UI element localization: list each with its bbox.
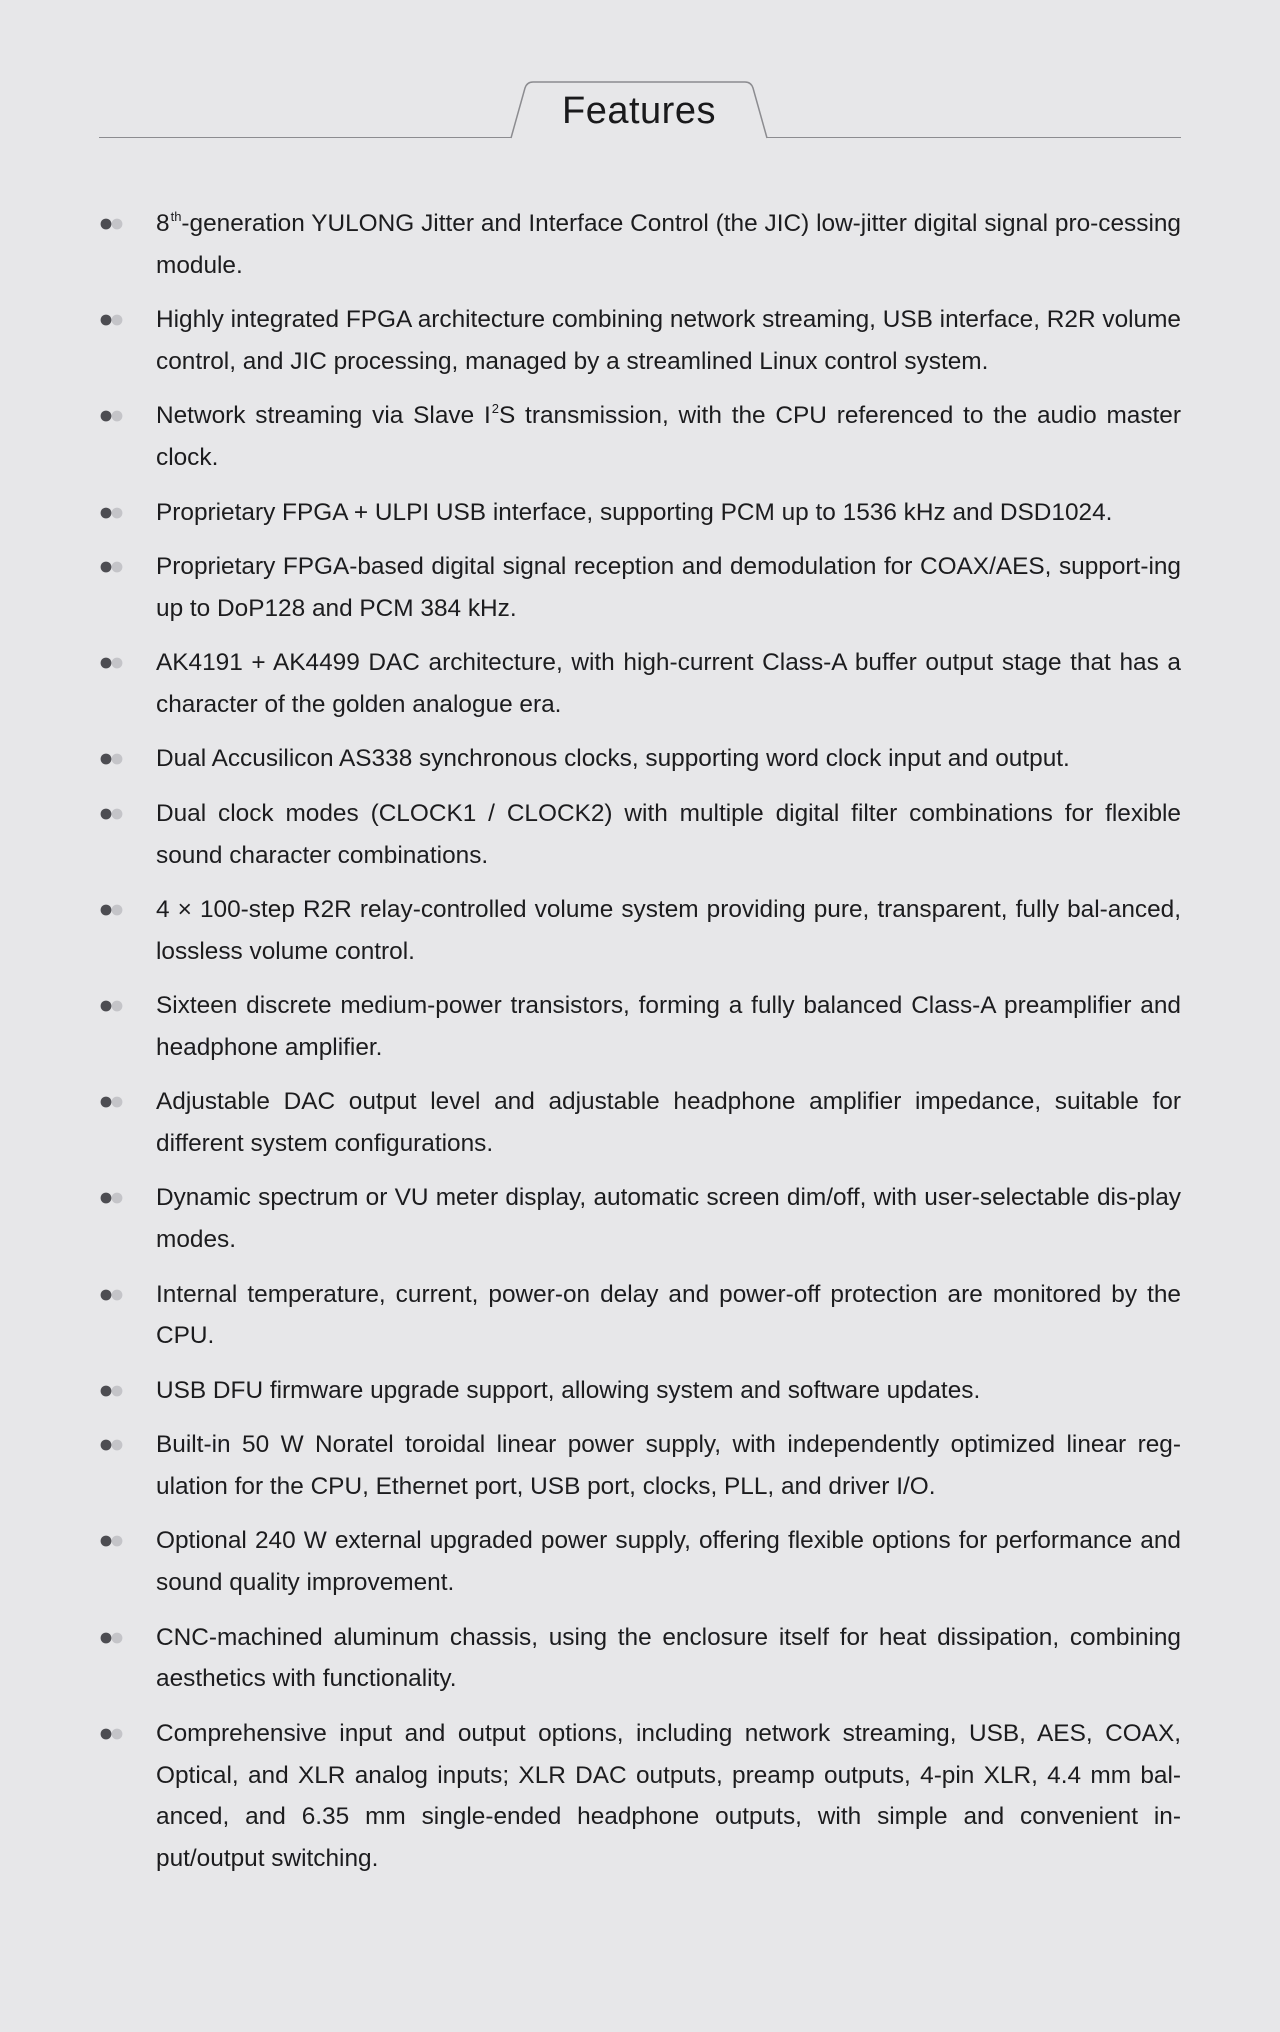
feature-item-1 bbox=[99, 203, 1181, 287]
feature-text bbox=[156, 1431, 1181, 1500]
double-dot-bullet-icon bbox=[99, 409, 129, 423]
feature-text bbox=[156, 896, 1181, 965]
double-dot-bullet-icon bbox=[99, 1534, 129, 1548]
feature-item-5 bbox=[99, 546, 1181, 630]
feature-text bbox=[156, 1088, 1181, 1157]
feature-text-body: CNC-machined aluminum chassis, using the enclosure itself for heat dissipation, combining aesthetics with functionality. bbox=[156, 1623, 1181, 1693]
feature-text bbox=[156, 1377, 980, 1404]
feature-text bbox=[156, 1624, 1181, 1693]
feature-text-body: Dynamic spectrum or VU meter display, automatic screen dim/off, with user-selectable dis-play modes. bbox=[156, 1184, 1181, 1254]
feature-text-superscript: th bbox=[170, 209, 182, 224]
double-dot-bullet-icon bbox=[99, 1631, 129, 1645]
double-dot-bullet-icon bbox=[99, 1384, 129, 1398]
feature-text-body: Optional 240 W external upgraded power supply, offering flexible options for performance and sound quality improvement. bbox=[156, 1527, 1181, 1597]
feature-text-body: S transmission, with the CPU referenced to the audio master clock. bbox=[156, 402, 1181, 472]
feature-text bbox=[156, 553, 1181, 622]
feature-text-prefix: 8 bbox=[156, 210, 170, 237]
feature-item-17 bbox=[99, 1617, 1181, 1701]
feature-text bbox=[156, 306, 1181, 375]
feature-list bbox=[99, 203, 1181, 1893]
feature-text-body: Internal temperature, current, power-on delay and power-off protection are monitored by the CPU. bbox=[156, 1280, 1181, 1350]
feature-item-11 bbox=[99, 1081, 1181, 1165]
feature-item-3 bbox=[99, 395, 1181, 479]
double-dot-bullet-icon bbox=[99, 1095, 129, 1109]
feature-text-prefix: Network streaming via Slave I bbox=[156, 402, 491, 430]
feature-text-body: Highly integrated FPGA architecture combining network streaming, USB interface, R2R volume control, and JIC processing, managed by a streamlined Linux control system. bbox=[156, 306, 1181, 375]
feature-item-13 bbox=[99, 1274, 1181, 1358]
feature-item-7 bbox=[99, 738, 1181, 780]
feature-text-body: Dual clock modes (CLOCK1 / CLOCK2) with multiple digital filter combinations for flexible sound character combinations. bbox=[156, 799, 1181, 869]
feature-text bbox=[156, 992, 1181, 1061]
double-dot-bullet-icon bbox=[99, 1438, 129, 1452]
feature-text-body: 4 × 100-step R2R relay-controlled volume system providing pure, transparent, fully bal-anced, lossless volume control. bbox=[156, 895, 1181, 965]
double-dot-bullet-icon bbox=[99, 313, 129, 327]
feature-text bbox=[156, 210, 1181, 279]
feature-item-6 bbox=[99, 642, 1181, 726]
double-dot-bullet-icon bbox=[99, 807, 129, 821]
feature-text bbox=[156, 1184, 1181, 1253]
feature-item-15 bbox=[99, 1424, 1181, 1508]
double-dot-bullet-icon bbox=[99, 999, 129, 1013]
double-dot-bullet-icon bbox=[99, 903, 129, 917]
feature-text bbox=[156, 649, 1181, 718]
double-dot-bullet-icon bbox=[99, 506, 129, 520]
feature-text-body: Adjustable DAC output level and adjustable headphone amplifier impedance, suitable for different system configurations. bbox=[156, 1088, 1181, 1158]
double-dot-bullet-icon bbox=[99, 1288, 129, 1302]
feature-item-18 bbox=[99, 1713, 1181, 1880]
double-dot-bullet-icon bbox=[99, 656, 129, 670]
page-title: Features bbox=[562, 90, 716, 132]
feature-text-body: USB DFU firmware upgrade support, allowing system and software updates. bbox=[156, 1376, 981, 1404]
feature-item-8 bbox=[99, 793, 1181, 877]
feature-text bbox=[156, 745, 1070, 772]
feature-text-body: AK4191 + AK4499 DAC architecture, with high-current Class-A buffer output stage that has a character of the golden analogue era. bbox=[156, 649, 1181, 718]
feature-text-superscript: 2 bbox=[491, 401, 499, 417]
feature-text bbox=[156, 800, 1181, 869]
feature-text bbox=[156, 1281, 1181, 1350]
feature-text bbox=[156, 1527, 1181, 1596]
double-dot-bullet-icon bbox=[99, 1191, 129, 1205]
feature-item-12 bbox=[99, 1177, 1181, 1261]
feature-item-9 bbox=[99, 889, 1181, 973]
feature-text-body: Built-in 50 W Noratel toroidal linear power supply, with independently optimized linear reg-ulation for the CPU, Ethernet port, USB port, clocks, PLL, and driver I/O. bbox=[156, 1431, 1181, 1501]
double-dot-bullet-icon bbox=[99, 217, 129, 231]
feature-text-body: Proprietary FPGA-based digital signal reception and demodulation for COAX/AES, support-ing up to DoP128 and PCM 384 kHz. bbox=[156, 552, 1181, 622]
double-dot-bullet-icon bbox=[99, 1727, 129, 1741]
double-dot-bullet-icon bbox=[99, 752, 129, 766]
feature-text bbox=[156, 499, 1112, 526]
feature-text-body: Proprietary FPGA + ULPI USB interface, supporting PCM up to 1536 kHz and DSD1024. bbox=[156, 498, 1113, 526]
features-header bbox=[99, 80, 1181, 140]
feature-text bbox=[156, 1720, 1181, 1872]
feature-text-body: -generation YULONG Jitter and Interface Control (the JIC) low-jitter digital signal pro-cessing module. bbox=[156, 210, 1181, 279]
feature-item-14 bbox=[99, 1370, 1181, 1412]
feature-text bbox=[156, 402, 1181, 471]
feature-text-body: Comprehensive input and output options, including network streaming, USB, AES, COAX, Optical, and XLR analog inputs; XLR DAC outputs, preamp outputs, 4-pin XLR, 4.4 mm bal-anced, and 6.35 mm single-ended headphone outputs, with simple and convenient in-put/output switching. bbox=[156, 1719, 1181, 1873]
feature-item-4 bbox=[99, 492, 1181, 534]
double-dot-bullet-icon bbox=[99, 560, 129, 574]
feature-item-16 bbox=[99, 1520, 1181, 1604]
feature-text-body: Dual Accusilicon AS338 synchronous clocks, supporting word clock input and output. bbox=[156, 745, 1070, 773]
feature-text-body: Sixteen discrete medium-power transistors, forming a fully balanced Class-A preamplifier and headphone amplifier. bbox=[156, 992, 1181, 1061]
feature-item-10 bbox=[99, 985, 1181, 1069]
feature-item-2 bbox=[99, 299, 1181, 383]
